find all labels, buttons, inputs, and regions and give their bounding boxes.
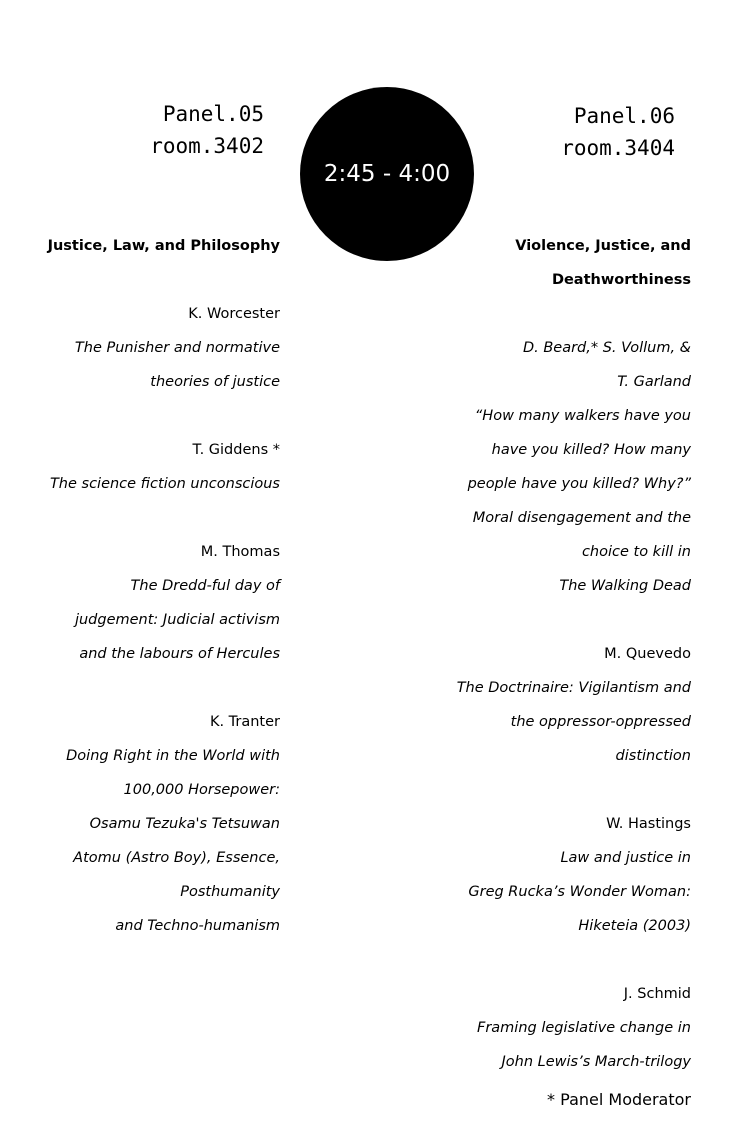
paper-title-line: have you killed? How many xyxy=(491,442,691,458)
paper-title-line: D. Beard,* S. Vollum, & xyxy=(522,340,691,356)
paper-author: J. Schmid xyxy=(623,986,691,1002)
panel-number: Panel.06 xyxy=(573,104,675,128)
spacer xyxy=(0,399,280,433)
paper-title-line: Law and justice in xyxy=(560,850,691,866)
paper-title-line: Osamu Tezuka's Tetsuwan xyxy=(89,816,280,832)
panel-title: Justice, Law, and Philosophy xyxy=(47,238,280,254)
paper-title-line: Atomu (Astro Boy), Essence, xyxy=(73,850,280,866)
moderator-footnote: * Panel Moderator xyxy=(547,1090,691,1109)
paper-title-line: choice to kill in xyxy=(581,544,691,560)
spacer xyxy=(391,297,691,331)
paper-title-line: distinction xyxy=(615,748,691,764)
panel-title: Deathworthiness xyxy=(551,272,691,288)
paper-title-line: The Punisher and normative xyxy=(74,340,280,356)
paper-title-line: and Techno-humanism xyxy=(115,918,280,934)
paper-title-line: Doing Right in the World with xyxy=(66,748,280,764)
paper-author: M. Thomas xyxy=(200,544,280,560)
paper-title-line: Greg Rucka’s Wonder Woman: xyxy=(468,884,691,900)
panel-number: Panel.05 xyxy=(162,102,264,126)
panel-05-header xyxy=(150,98,264,162)
panel-title: Violence, Justice, and xyxy=(515,238,691,254)
panel-06-header xyxy=(561,100,675,164)
spacer xyxy=(0,263,280,297)
paper-title-line: people have you killed? Why?” xyxy=(467,476,691,492)
paper-title-line: The science fiction unconscious xyxy=(49,476,280,492)
paper-author: K. Worcester xyxy=(188,306,280,322)
paper-title-line: Posthumanity xyxy=(180,884,280,900)
room-number: room.3402 xyxy=(150,134,264,158)
paper-author: K. Tranter xyxy=(209,714,280,730)
time-slot: 2:45 - 4:00 xyxy=(323,161,451,187)
panel-05-column xyxy=(0,229,280,943)
paper-title-line: theories of justice xyxy=(150,374,280,390)
paper-title-line: Framing legislative change in xyxy=(476,1020,691,1036)
paper-title-line: Moral disengagement and the xyxy=(472,510,691,526)
spacer xyxy=(391,773,691,807)
room-number: room.3404 xyxy=(561,136,675,160)
paper-title-line: 100,000 Horsepower: xyxy=(123,782,280,798)
spacer xyxy=(0,501,280,535)
paper-title-line: “How many walkers have you xyxy=(474,408,691,424)
panel-06-column xyxy=(391,229,691,1079)
paper-author: M. Quevedo xyxy=(604,646,691,662)
paper-title-line: The Dredd-ful day of xyxy=(130,578,280,594)
paper-title-line: T. Garland xyxy=(617,374,691,390)
paper-title-line: and the labours of Hercules xyxy=(79,646,280,662)
paper-author: W. Hastings xyxy=(606,816,691,832)
spacer xyxy=(0,671,280,705)
spacer xyxy=(391,603,691,637)
paper-title-line: John Lewis’s March-trilogy xyxy=(501,1054,691,1070)
paper-title-line: The Doctrinaire: Vigilantism and xyxy=(456,680,691,696)
paper-author: T. Giddens * xyxy=(192,442,280,458)
spacer xyxy=(391,943,691,977)
paper-title-line: The Walking Dead xyxy=(559,578,691,594)
paper-title-line: judgement: Judicial activism xyxy=(74,612,280,628)
paper-title-line: Hiketeia (2003) xyxy=(578,918,691,934)
paper-title-line: the oppressor-oppressed xyxy=(510,714,691,730)
